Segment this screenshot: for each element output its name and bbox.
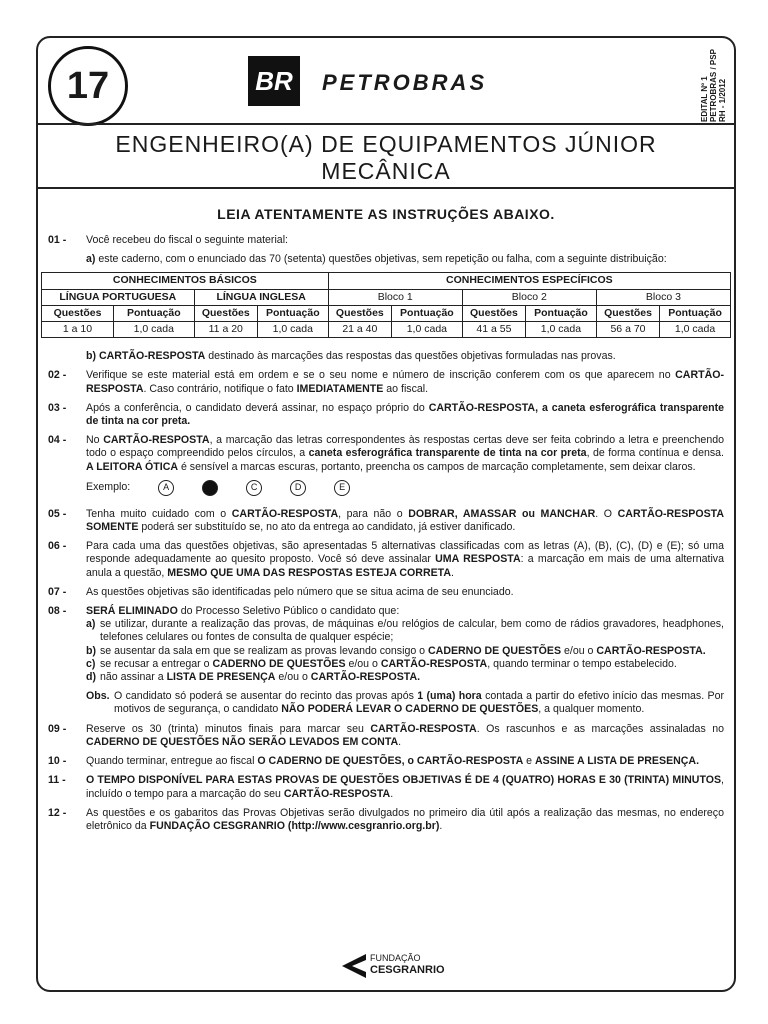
item-text: Quando terminar, entregue ao fiscal O CADERNO DE QUESTÕES, o CARTÃO-RESPOSTA e ASSINE A LISTA DE PRESENÇA. [86, 755, 700, 768]
item-text: No CARTÃO-RESPOSTA, a marcação das letras correspondentes às respostas certas deve ser feita cobrindo a letra e preenchendo todo o espaço compreendido pelos círculos, a caneta esferográfica transparente de tinta na cor preta, de forma contínua e densa. A LEITORA ÓTICA é sensível a marcas escuras, portanto, preencha os campos de marcação completamente, sem deixar claros. [86, 434, 724, 473]
col-header: Questões [596, 305, 659, 321]
col-header: Questões [42, 305, 114, 321]
instruction-12 [48, 807, 724, 833]
page-title [38, 123, 734, 189]
bold-text: CARTÃO-RESPOSTA [98, 350, 206, 363]
item-number: 10 - [48, 755, 67, 768]
item-number: 05 - [48, 507, 67, 520]
table-cell: 1,0 cada [257, 322, 328, 338]
table-cell: 11 a 20 [194, 322, 257, 338]
item-text: Após a conferência, o candidato deverá assinar, no espaço próprio do CARTÃO-RESPOSTA, a caneta esferográfica transparente de tinta na cor preta. [86, 401, 724, 428]
item-number: 11 - [48, 774, 66, 787]
footer-line1: FUNDAÇÃO [370, 953, 421, 963]
footer-line2: CESGRANRIO [370, 964, 445, 976]
br-logo: BR [248, 56, 300, 106]
table-cell: 41 a 55 [462, 322, 525, 338]
col-header: Pontuação [257, 305, 328, 321]
col-header: Pontuação [526, 305, 597, 321]
table-group: Bloco 3 [596, 289, 730, 305]
instruction-01b: b) CARTÃO-RESPOSTA destinado às marcações das respostas das questões objetivas formuladas nas provas. [86, 350, 616, 363]
instruction-08a: a) se utilizar, durante a realização das provas, de máquinas e/ou relógios de calcular, bem como de rádios gravadores, headphones, telefones celulares ou fontes de consulta de qualquer espécie; [86, 618, 724, 644]
item-text: destinado às marcações das respostas das questões objetivas formuladas nas provas. [205, 350, 616, 363]
table-cell: 1,0 cada [114, 322, 195, 338]
item-text: SERÁ ELIMINADO do Processo Seletivo Público o candidato que: [86, 605, 400, 618]
bubble-e: E [334, 480, 350, 496]
brand-name: PETROBRAS [322, 70, 488, 95]
instruction-09 [48, 723, 724, 749]
edital-line: PETROBRAS / PSP [709, 49, 718, 122]
cesgranrio-icon [338, 952, 368, 980]
exam-number: 17 [48, 46, 128, 126]
instruction-05 [48, 508, 724, 534]
item-number: 12 - [48, 806, 67, 819]
item-number: 08 - [48, 605, 67, 618]
cesgranrio-logo [338, 950, 445, 982]
instruction-11 [48, 774, 724, 800]
instruction-02 [48, 369, 724, 395]
col-header: Pontuação [660, 305, 731, 321]
item-text: As questões objetivas são identificadas pelo número que se situa acima de seu enunciado. [86, 585, 514, 598]
item-text: Para cada uma das questões objetivas, são apresentadas 5 alternativas classificadas com as letras (A), (B), (C), (D) e (E); só uma responde adequadamente ao quesito proposto. Você só deve assinalar UMA RESPOSTA: a marcação em mais de uma alternativa anula a questão, MESMO QUE UMA DAS RESPOSTAS ESTEJA CORRETA. [86, 540, 724, 579]
col-header: Questões [328, 305, 391, 321]
col-header: Questões [462, 305, 525, 321]
instructions-heading: LEIA ATENTAMENTE AS INSTRUÇÕES ABAIXO. [217, 206, 555, 222]
instructions [48, 234, 724, 839]
instruction-10 [48, 755, 724, 768]
distribution-table [41, 272, 731, 338]
item-number: 09 - [48, 722, 67, 735]
bubble-c: C [246, 480, 262, 496]
table-group: Bloco 1 [328, 289, 462, 305]
table-cell: 1 a 10 [42, 322, 114, 338]
instruction-07 [48, 586, 724, 599]
table-group: Bloco 2 [462, 289, 596, 305]
table-cell: 1,0 cada [391, 322, 462, 338]
bubble-d: D [290, 480, 306, 496]
edital-stamp [700, 44, 730, 126]
bubble-a: A [158, 480, 174, 496]
item-number: 01 - [48, 234, 67, 246]
instruction-08 [48, 605, 724, 618]
item-number: 02 - [48, 369, 67, 382]
item-text: As questões e os gabaritos das Provas Objetivas serão divulgados no primeiro dia útil após a realização das mesmas, no endereço eletrônico da FUNDAÇÃO CESGRANRIO (http://www.cesgranrio.org.br). [86, 806, 724, 832]
instruction-04 [48, 434, 724, 474]
table-header: CONHECIMENTOS ESPECÍFICOS [328, 273, 730, 289]
col-header: Pontuação [114, 305, 195, 321]
table-group: LÍNGUA INGLESA [194, 289, 328, 305]
table-cell: 1,0 cada [526, 322, 597, 338]
item-text: se utilizar, durante a realização das provas, de máquinas e/ou relógios de calcular, bem como de rádios gravadores, headphones, telefones celulares ou fontes de consulta de qualquer espécie; [100, 618, 724, 644]
exam-cover [36, 36, 736, 992]
table-cell: 56 a 70 [596, 322, 659, 338]
title-line2: MECÂNICA [321, 158, 451, 184]
item-text: Reserve os 30 (trinta) minutos finais para marcar seu CARTÃO-RESPOSTA. Os rascunhos e as marcações assinaladas no CADERNO DE QUESTÕES NÃO SERÃO LEVADOS EM CONTA. [86, 722, 724, 748]
col-header: Pontuação [391, 305, 462, 321]
instruction-08b: b) se ausentar da sala em que se realizam as provas levando consigo o CADERNO DE QUESTÕES e/ou o CARTÃO-RESPOSTA. [86, 644, 706, 657]
instruction-03 [48, 402, 724, 428]
item-text: O TEMPO DISPONÍVEL PARA ESTAS PROVAS DE QUESTÕES OBJETIVAS É DE 4 (QUATRO) HORAS E 30 (TRINTA) MINUTOS, incluído o tempo para a marcação do seu CARTÃO-RESPOSTA. [86, 774, 724, 800]
table-group: LÍNGUA PORTUGUESA [42, 289, 195, 305]
title-line1: ENGENHEIRO(A) DE EQUIPAMENTOS JÚNIOR [115, 131, 657, 157]
instruction-08-obs: Obs. O candidato só poderá se ausentar do recinto das provas após 1 (uma) hora contada a partir do efetivo início das mesmas. Por motivos de segurança, o candidato NÃO PODERÁ LEVAR O CADERNO DE QUESTÕES, a qualquer momento. [86, 690, 725, 716]
table-cell: 21 a 40 [328, 322, 391, 338]
instruction-08c: c) se recusar a entregar o CADERNO DE QUESTÕES e/ou o CARTÃO-RESPOSTA, quando terminar o tempo estabelecido. [86, 657, 677, 670]
item-text: Você recebeu do fiscal o seguinte material: [86, 234, 288, 246]
edital-line: RH - 1/2012 [718, 78, 727, 122]
col-header: Questões [194, 305, 257, 321]
item-text: Tenha muito cuidado com o CARTÃO-RESPOSTA, para não o DOBRAR, AMASSAR ou MANCHAR. O CARTÃO-RESPOSTA SOMENTE poderá ser substituído se, no ato da entrega ao candidato, já estiver danificado. [86, 507, 724, 534]
example-label: Exemplo: [86, 481, 131, 494]
instruction-01 [48, 234, 724, 247]
instruction-08d: d) não assinar a LISTA DE PRESENÇA e/ou o CARTÃO-RESPOSTA. [86, 671, 421, 684]
item-text: este caderno, com o enunciado das 70 (setenta) questões objetivas, sem repetição ou falha, com a seguinte distribuição: [98, 253, 667, 266]
item-text: O candidato só poderá se ausentar do recinto das provas após 1 (uma) hora contada a partir do efetivo início das mesmas. Por motivos de segurança, o candidato NÃO PODERÁ LEVAR O CADERNO DE QUESTÕES, a qualquer momento. [114, 690, 725, 716]
table-cell: 1,0 cada [660, 322, 731, 338]
item-text: não assinar a LISTA DE PRESENÇA e/ou o CARTÃO-RESPOSTA. [100, 671, 421, 684]
item-number: 06 - [48, 540, 67, 553]
item-number: 07 - [48, 585, 67, 598]
item-text: Verifique se este material está em ordem e se o seu nome e número de inscrição conferem com os que aparecem no CARTÃO-RESPOSTA. Caso contrário, notifique o fato IMEDIATAMENTE ao fiscal. [86, 369, 724, 395]
marking-example [86, 480, 724, 496]
instruction-01a: a) este caderno, com o enunciado das 70 (setenta) questões objetivas, sem repetição ou falha, com a seguinte distribuição: [86, 253, 667, 266]
item-number: 04 - [48, 434, 67, 447]
item-text: se ausentar da sala em que se realizam as provas levando consigo o CADERNO DE QUESTÕES e/ou o CARTÃO-RESPOSTA. [100, 644, 706, 657]
table-header: CONHECIMENTOS BÁSICOS [42, 273, 329, 289]
item-text: se recusar a entregar o CADERNO DE QUESTÕES e/ou o CARTÃO-RESPOSTA, quando terminar o tempo estabelecido. [100, 657, 677, 670]
instruction-06 [48, 540, 724, 580]
item-number: 03 - [48, 401, 67, 414]
bubble-filled [202, 480, 218, 496]
edital-line: EDITAL Nº 1 [700, 76, 709, 122]
